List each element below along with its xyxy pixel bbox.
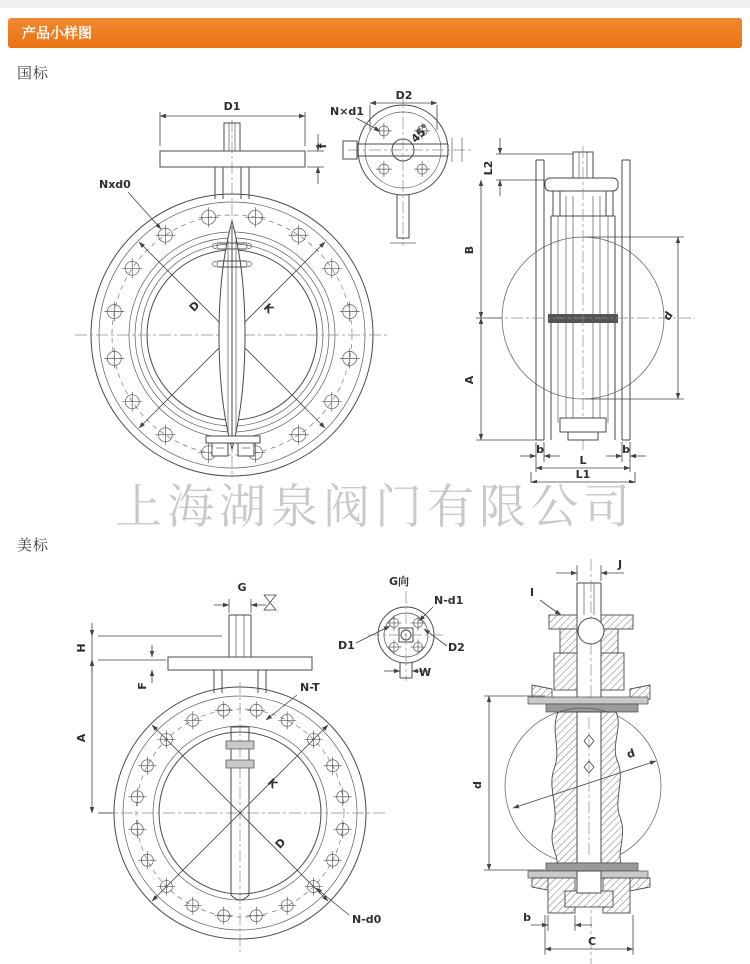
us-dim-Nd0: N-d0	[352, 913, 382, 926]
us-dim-I: I	[530, 586, 535, 599]
us-dim-A: A	[75, 733, 88, 743]
us-standard-label: 美标	[17, 537, 50, 554]
us-dim-D: D	[272, 835, 289, 852]
gb-standard-drawing	[0, 88, 750, 483]
gb-top-view	[330, 89, 472, 246]
content-card	[0, 8, 750, 964]
us-dim-F: F	[136, 682, 149, 690]
watermark-text: 上海湖泉阀门有限公司	[115, 480, 635, 533]
gb-dim-L: L	[579, 454, 587, 467]
gb-dim-A: A	[463, 375, 476, 385]
us-dim-W: W	[419, 666, 432, 679]
gb-dim-B: B	[463, 245, 476, 255]
us-dim-d-diagonal: d	[625, 746, 637, 762]
gb-dim-K: K	[260, 300, 277, 317]
us-dim-D2: D2	[448, 641, 465, 654]
us-dim-H: H	[75, 643, 88, 653]
us-dim-J: J	[618, 558, 623, 571]
us-standard-drawing	[0, 557, 750, 964]
gb-dim-45deg: 45°	[408, 121, 433, 146]
us-front-view	[75, 581, 386, 952]
gb-dim-f: f	[316, 143, 329, 149]
gb-standard-label: 国标	[17, 65, 50, 82]
us-dim-NT: N-T	[300, 681, 320, 694]
page-title: 产品小样图	[22, 25, 92, 41]
gb-dim-L2: L2	[482, 160, 495, 176]
gb-dim-Nxd0: Nxd0	[99, 178, 131, 191]
us-side-view	[471, 558, 661, 964]
gb-dim-Nxd1: N×d1	[330, 105, 364, 118]
gb-dim-d: d	[660, 309, 676, 323]
section-header-bar	[8, 18, 742, 48]
gb-dim-L1: L1	[575, 468, 591, 481]
us-dim-b: b	[523, 911, 531, 924]
us-view-G-label: G向	[388, 575, 410, 588]
us-top-view	[338, 574, 465, 681]
us-dim-D1: D1	[338, 639, 355, 652]
us-dim-d-vertical: d	[471, 781, 484, 789]
us-dim-Nd1: N-d1	[434, 594, 464, 607]
gb-side-view	[463, 138, 695, 483]
flow-symbol-icon	[264, 595, 276, 610]
us-dim-K: K	[264, 775, 281, 792]
gb-dim-D2: D2	[395, 89, 413, 102]
gb-dim-D: D	[186, 298, 203, 315]
gb-dim-b-left: b	[536, 443, 544, 456]
us-dim-C: C	[587, 935, 597, 948]
gb-dim-b-right: b	[622, 443, 630, 456]
gb-dim-D1: D1	[223, 100, 241, 113]
us-dim-G: G	[237, 581, 247, 594]
